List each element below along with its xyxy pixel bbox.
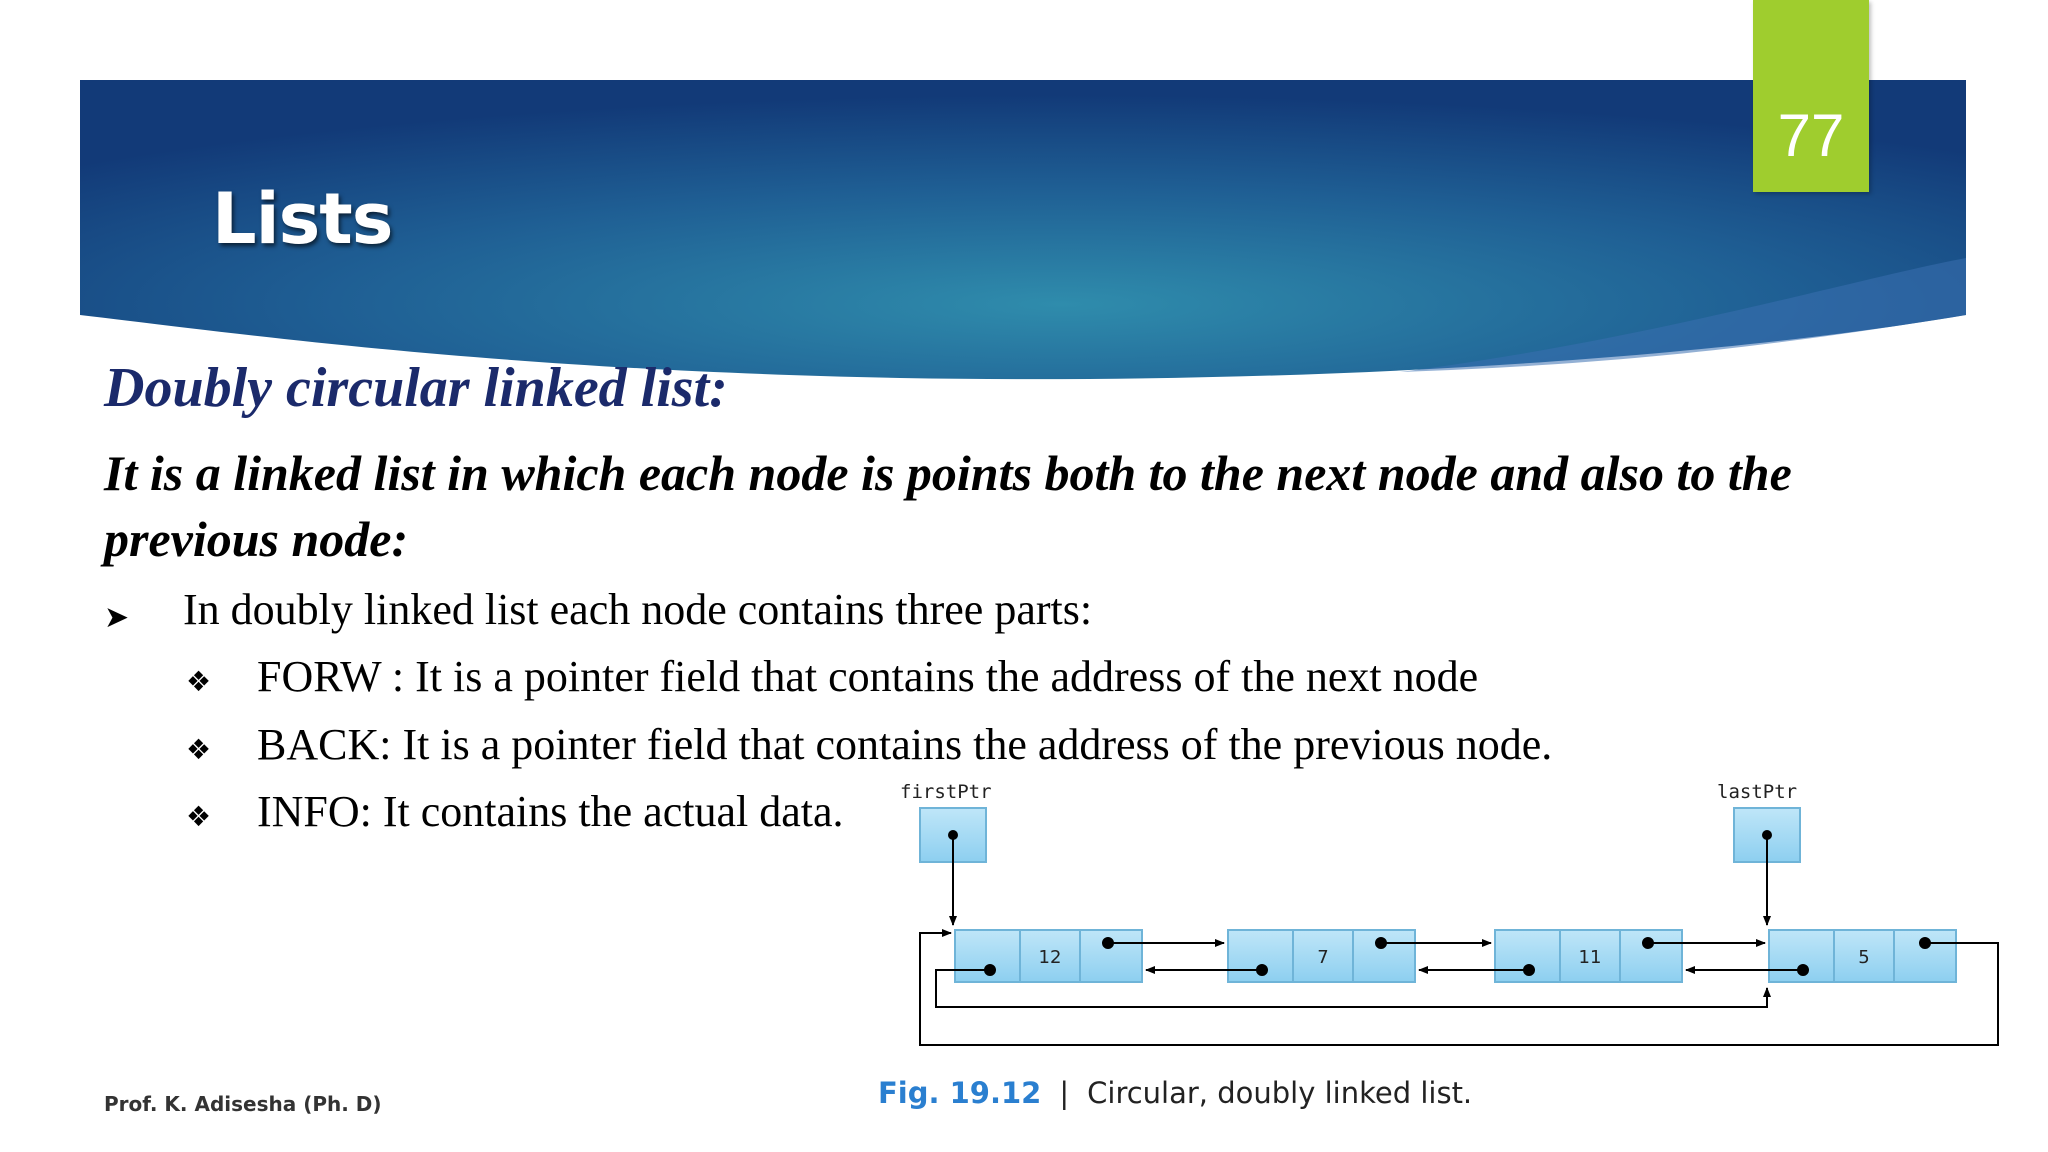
bullet-main: In doubly linked list each node contains three parts: bbox=[183, 585, 1093, 634]
node-value: 11 bbox=[1578, 947, 1602, 968]
page-number: 77 bbox=[1777, 102, 1845, 169]
slide-title: Lists bbox=[212, 178, 393, 260]
diamond-bullet-icon: ❖ bbox=[186, 733, 212, 766]
figure-caption bbox=[878, 1076, 1472, 1110]
caption-separator: | bbox=[1059, 1076, 1070, 1110]
section-heading: Doubly circular linked list: bbox=[104, 357, 728, 419]
intro-text: It is a linked list in which each node is points both to the next node and also to the previous node: bbox=[104, 445, 1792, 567]
last-ptr-label: lastPtr bbox=[1717, 781, 1798, 803]
list-node bbox=[1495, 930, 1682, 982]
sub-bullet-back: BACK: It is a pointer field that contains the address of the previous node. bbox=[257, 720, 1553, 769]
first-ptr-box bbox=[920, 808, 986, 925]
caption-text: Circular, doubly linked list. bbox=[1087, 1076, 1473, 1110]
page-number-badge bbox=[1753, 0, 1869, 192]
node-value: 12 bbox=[1038, 947, 1062, 968]
sub-bullet-forw: FORW : It is a pointer field that contains the address of the next node bbox=[257, 652, 1479, 701]
first-ptr-label: firstPtr bbox=[900, 781, 992, 803]
diamond-bullet-icon: ❖ bbox=[186, 800, 212, 833]
sub-bullet-info: INFO: It contains the actual data. bbox=[257, 787, 844, 836]
last-ptr-box bbox=[1734, 808, 1800, 925]
footer-author: Prof. K. Adisesha (Ph. D) bbox=[104, 1092, 382, 1116]
figure-number: Fig. 19.12 bbox=[878, 1076, 1042, 1110]
node-value: 5 bbox=[1858, 947, 1870, 968]
list-node bbox=[1228, 930, 1415, 982]
node-value: 7 bbox=[1317, 947, 1329, 968]
list-node bbox=[955, 930, 1142, 982]
arrow-bullet-icon: ➤ bbox=[104, 600, 130, 635]
diamond-bullet-icon: ❖ bbox=[186, 665, 212, 698]
